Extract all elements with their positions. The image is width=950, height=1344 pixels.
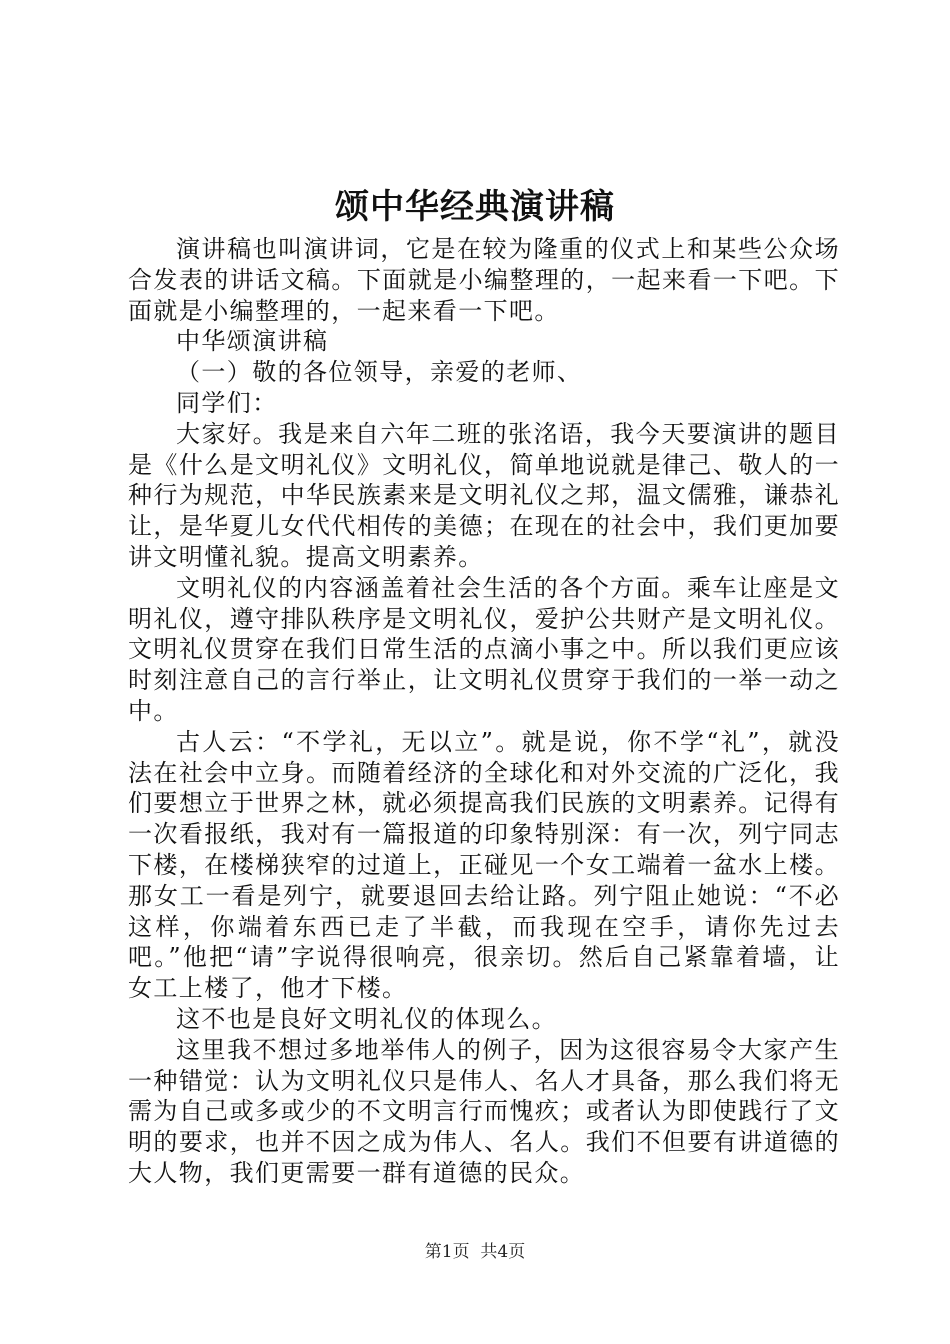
paragraph: 这里我不想过多地举伟人的例子，因为这很容易令大家产生一种错觉：认为文明礼仪只是伟人、名人才具备，那么我们将无需为自己或多或少的不文明言行而愧疚；或者认为即使践行了文明的要求，也并不因之成为伟人、名人。我们不但要有讲道德的大人物，我们更需要一群有道德的民众。 bbox=[128, 1035, 840, 1187]
paragraph-subtitle: 中华颂演讲稿 bbox=[176, 327, 329, 356]
footer-separator bbox=[470, 1242, 481, 1262]
page-footer bbox=[0, 1240, 950, 1264]
paragraph-intro: 演讲稿也叫演讲词，它是在较为隆重的仪式上和某些公众场合发表的讲话文稿。下面就是小编整理的，一起来看一下吧。下面就是小编整理的，一起来看一下吧。 bbox=[128, 235, 840, 325]
page-total: 共4页 bbox=[480, 1242, 526, 1262]
paragraph-salutation-cont: 同学们： bbox=[176, 388, 278, 417]
document-body bbox=[128, 234, 840, 1189]
paragraph: 古人云：“不学礼，无以立”。就是说，你不学“礼”，就没法在社会中立身。而随着经济的全球化和对外交流的广泛化，我们要想立于世界之林，就必须提高我们民族的文明素养。记得有一次看报纸，我对有一篇报道的印象特别深：有一次，列宁同志下楼，在楼梯狭窄的过道上，正碰见一个女工端着一盆水上楼。那女工一看是列宁，就要退回去给让路。列宁阻止她说：“不必这样，你端着东西已走了半截，而我现在空手，请你先过去吧。”他把“请”字说得很响亮，很亲切。然后自己紧靠着墙，让女工上楼了，他才下楼。 bbox=[128, 727, 840, 1003]
page-number: 第1页 bbox=[424, 1242, 470, 1262]
paragraph-salutation: （一）敬的各位领导，亲爱的老师、 bbox=[176, 358, 583, 387]
paragraph: 文明礼仪的内容涵盖着社会生活的各个方面。乘车让座是文明礼仪，遵守排队秩序是文明礼仪，爱护公共财产是文明礼仪。文明礼仪贯穿在我们日常生活的点滴小事之中。所以我们更应该时刻注意自己的言行举止，让文明礼仪贯穿于我们的一举一动之中。 bbox=[128, 573, 840, 725]
document-title: 颂中华经典演讲稿 bbox=[335, 187, 615, 227]
paragraph: 大家好。我是来自六年二班的张洺语，我今天要演讲的题目是《什么是文明礼仪》文明礼仪，简单地说就是律己、敬人的一种行为规范，中华民族素来是文明礼仪之邦，温文儒雅，谦恭礼让，是华夏儿女代代相传的美德；在现在的社会中，我们更加要讲文明懂礼貌。提高文明素养。 bbox=[128, 419, 840, 571]
paragraph: 这不也是良好文明礼仪的体现么。 bbox=[176, 1004, 557, 1033]
